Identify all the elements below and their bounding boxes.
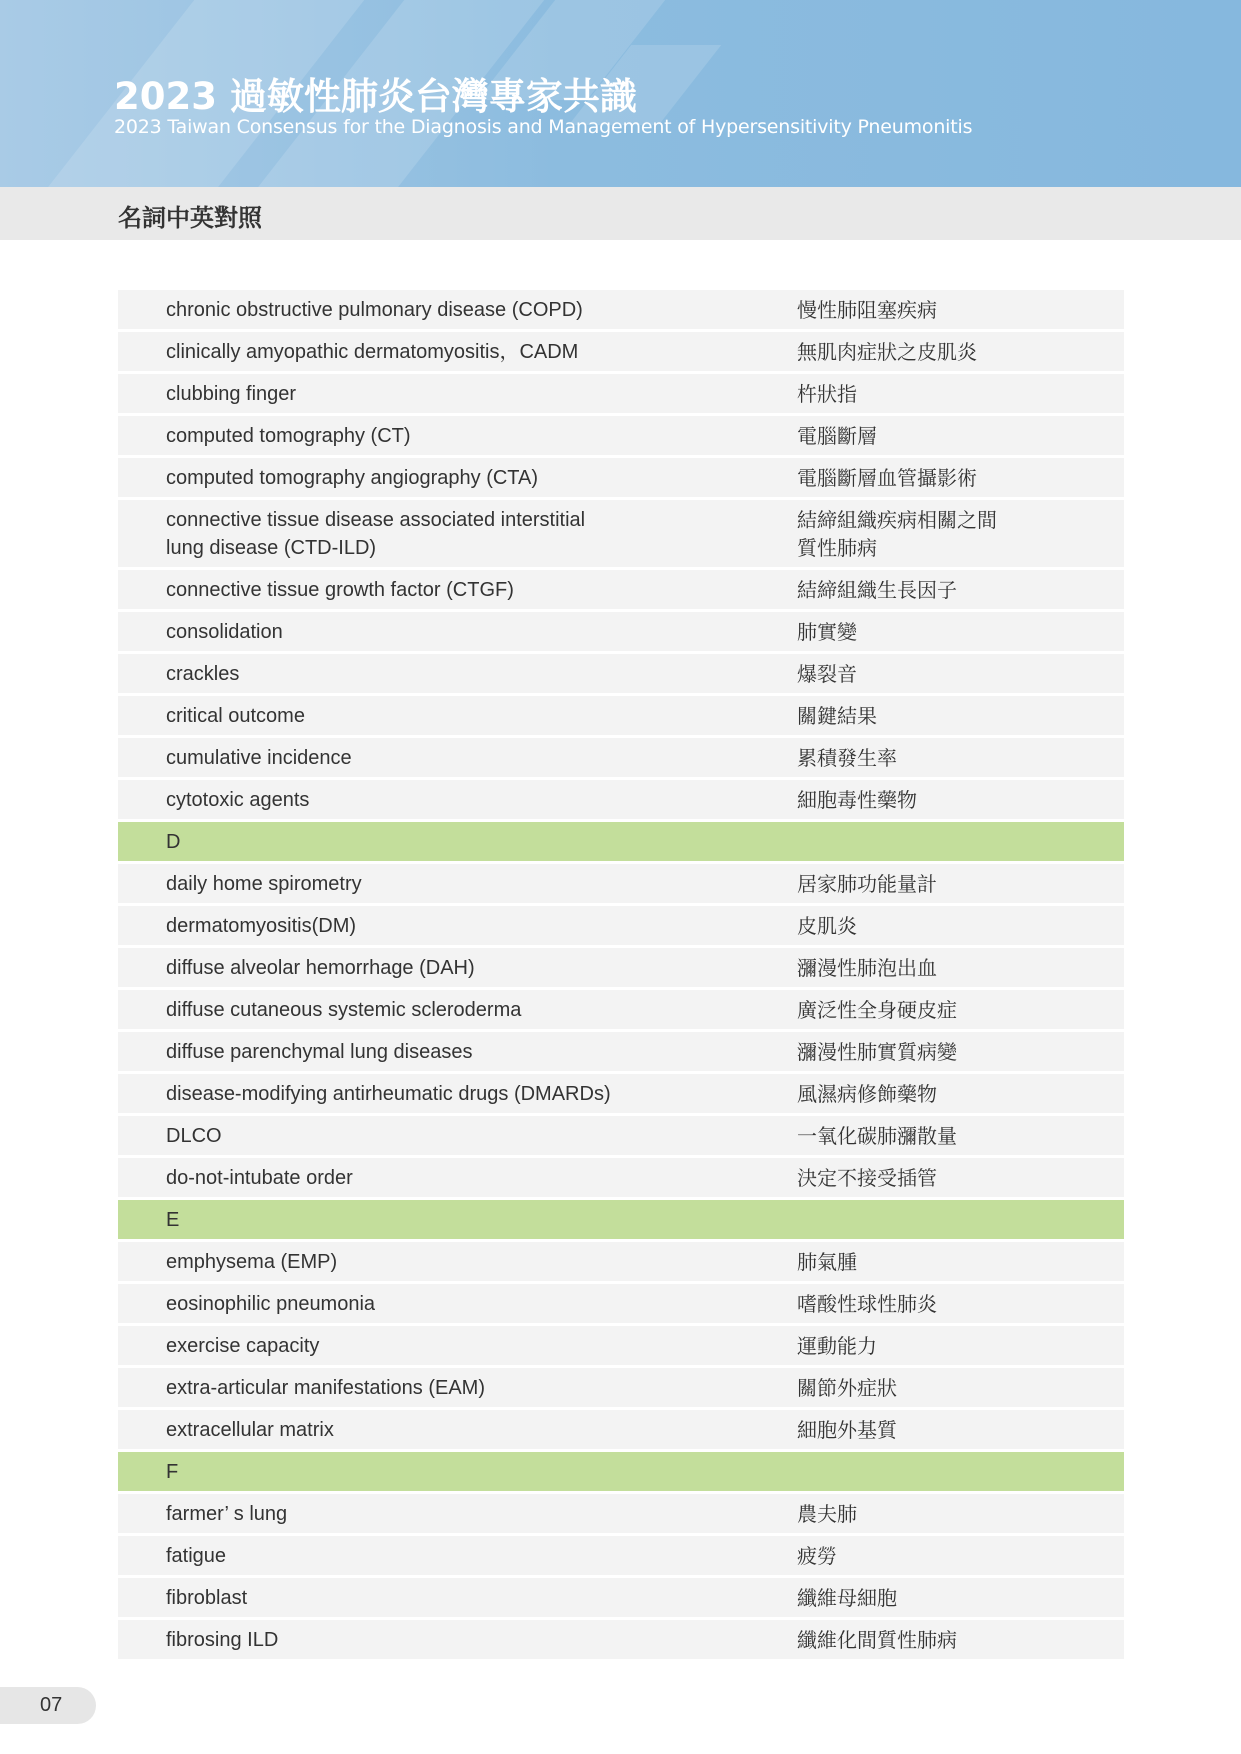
term-chinese: 電腦斷層血管攝影術 xyxy=(797,465,977,490)
term-english: connective tissue growth factor (CTGF) xyxy=(166,578,514,601)
page-number: 07 xyxy=(40,1694,63,1716)
term-chinese: 嗜酸性球性肺炎 xyxy=(797,1291,937,1316)
term-chinese: 慢性肺阻塞疾病 xyxy=(797,297,937,322)
term-chinese: 纖維化間質性肺病 xyxy=(797,1627,957,1652)
term-english: chronic obstructive pulmonary disease (COPD) xyxy=(166,298,583,321)
letter-heading-row xyxy=(118,1452,1124,1491)
glossary-row xyxy=(118,1578,1124,1617)
term-chinese: 細胞外基質 xyxy=(797,1417,897,1442)
term-english: fatigue xyxy=(166,1544,227,1567)
term-english: consolidation xyxy=(166,620,283,643)
glossary-row xyxy=(118,1620,1124,1659)
term-english: connective tissue disease associated interstitial lung disease (CTD-ILD) xyxy=(166,508,586,559)
glossary-row xyxy=(118,332,1124,371)
glossary-row xyxy=(118,654,1124,693)
term-chinese: 結締組織疾病相關之間質性肺病 xyxy=(797,507,997,560)
term-chinese: 農夫肺 xyxy=(797,1501,857,1526)
term-english: fibroblast xyxy=(166,1586,248,1609)
term-english: exercise capacity xyxy=(166,1334,320,1357)
term-english: emphysema (EMP) xyxy=(166,1250,338,1273)
term-english: eosinophilic pneumonia xyxy=(166,1292,376,1315)
term-chinese: 無肌肉症狀之皮肌炎 xyxy=(797,339,977,364)
section-title: 名詞中英對照 xyxy=(118,204,262,232)
term-english: diffuse cutaneous systemic scleroderma xyxy=(166,998,522,1021)
term-english: DLCO xyxy=(166,1124,222,1147)
term-chinese: 關鍵結果 xyxy=(797,703,877,728)
term-english: extra-articular manifestations (EAM) xyxy=(166,1376,485,1399)
glossary-row xyxy=(118,1032,1124,1071)
term-english: daily home spirometry xyxy=(166,872,362,895)
term-english: clubbing finger xyxy=(166,382,297,405)
term-chinese: 細胞毒性藥物 xyxy=(797,787,917,812)
glossary-row xyxy=(118,570,1124,609)
glossary-row xyxy=(118,500,1124,567)
term-english: diffuse parenchymal lung diseases xyxy=(166,1040,473,1063)
glossary-row xyxy=(118,738,1124,777)
term-chinese: 風濕病修飾藥物 xyxy=(797,1081,937,1106)
letter-heading-row xyxy=(118,822,1124,861)
term-english: fibrosing ILD xyxy=(166,1628,279,1651)
glossary-row xyxy=(118,1074,1124,1113)
term-english: diffuse alveolar hemorrhage (DAH) xyxy=(166,956,475,979)
document-subtitle: 2023 Taiwan Consensus for the Diagnosis and Management of Hypersensitivity Pneumonitis xyxy=(114,116,973,138)
glossary-row xyxy=(118,1284,1124,1323)
term-chinese: 瀰漫性肺泡出血 xyxy=(797,955,937,980)
term-english: farmer’ s lung xyxy=(166,1502,288,1525)
letter-heading: E xyxy=(166,1208,180,1231)
glossary-row xyxy=(118,1242,1124,1281)
term-chinese: 疲勞 xyxy=(797,1543,837,1568)
term-chinese: 纖維母細胞 xyxy=(797,1585,897,1610)
term-chinese: 杵狀指 xyxy=(797,381,857,406)
term-chinese: 關節外症狀 xyxy=(797,1375,897,1400)
glossary-row xyxy=(118,1158,1124,1197)
term-english: cumulative incidence xyxy=(166,746,352,769)
term-english: extracellular matrix xyxy=(166,1418,334,1441)
glossary-row xyxy=(118,1116,1124,1155)
letter-heading-row xyxy=(118,1200,1124,1239)
glossary-row xyxy=(118,458,1124,497)
term-english: critical outcome xyxy=(166,704,305,727)
glossary-row xyxy=(118,612,1124,651)
term-english: cytotoxic agents xyxy=(166,788,310,811)
term-english: clinically amyopathic dermatomyositis，CADM xyxy=(166,340,579,363)
letter-heading: F xyxy=(166,1460,179,1483)
glossary-row xyxy=(118,374,1124,413)
letter-heading: D xyxy=(166,830,181,853)
term-english: do-not-intubate order xyxy=(166,1166,353,1189)
term-english: dermatomyositis(DM) xyxy=(166,914,357,937)
term-chinese: 爆裂音 xyxy=(797,661,857,686)
glossary-row xyxy=(118,696,1124,735)
glossary-row xyxy=(118,1326,1124,1365)
glossary-row xyxy=(118,1494,1124,1533)
glossary-row xyxy=(118,416,1124,455)
term-english: crackles xyxy=(166,662,240,685)
section-header xyxy=(0,187,1241,240)
term-chinese: 運動能力 xyxy=(797,1333,877,1358)
term-chinese: 肺氣腫 xyxy=(797,1249,857,1274)
term-chinese: 瀰漫性肺實質病變 xyxy=(797,1039,957,1064)
page-number-tab xyxy=(0,1687,96,1724)
glossary-row xyxy=(118,1410,1124,1449)
term-chinese: 電腦斷層 xyxy=(797,423,877,448)
glossary-row xyxy=(118,864,1124,903)
term-chinese: 結締組織生長因子 xyxy=(797,577,957,602)
term-chinese: 皮肌炎 xyxy=(797,913,857,938)
glossary-row xyxy=(118,1536,1124,1575)
term-chinese: 累積發生率 xyxy=(797,745,897,770)
term-chinese: 廣泛性全身硬皮症 xyxy=(797,997,957,1022)
term-chinese: 肺實變 xyxy=(797,619,857,644)
glossary-row xyxy=(118,780,1124,819)
glossary-row xyxy=(118,948,1124,987)
glossary-row xyxy=(118,906,1124,945)
term-chinese: 決定不接受插管 xyxy=(797,1165,937,1190)
term-chinese: 居家肺功能量計 xyxy=(797,871,937,896)
term-english: computed tomography (CT) xyxy=(166,424,411,447)
term-chinese: 一氧化碳肺瀰散量 xyxy=(797,1123,957,1148)
glossary-table xyxy=(118,290,1124,1662)
glossary-row xyxy=(118,290,1124,329)
document-title: 2023 過敏性肺炎台灣專家共識 xyxy=(114,75,637,118)
header-banner xyxy=(0,0,1241,187)
glossary-row xyxy=(118,990,1124,1029)
term-english: computed tomography angiography (CTA) xyxy=(166,466,539,489)
glossary-row xyxy=(118,1368,1124,1407)
term-english: disease-modifying antirheumatic drugs (DMARDs) xyxy=(166,1082,611,1105)
